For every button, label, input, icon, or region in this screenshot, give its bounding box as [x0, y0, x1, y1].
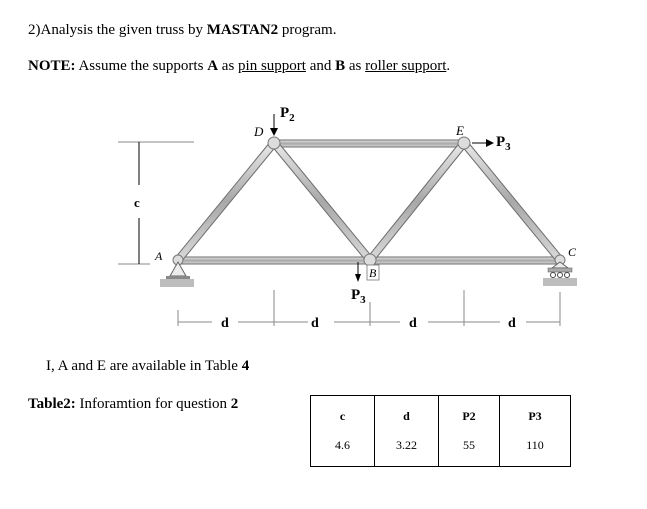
member-outlines [175, 141, 563, 262]
cell-c [311, 396, 375, 467]
availability-text: I, A and E are available in Table [46, 358, 242, 374]
load-P2-arrow [270, 114, 278, 136]
joint-D [268, 137, 280, 149]
node-label-C: C [568, 245, 577, 259]
availability-note [46, 358, 249, 375]
dimension-c [118, 142, 194, 264]
member-BC [370, 257, 560, 264]
value-c: 4.6 [335, 438, 350, 452]
member-DE [274, 140, 464, 147]
table-row [311, 396, 571, 467]
table-caption [28, 396, 238, 413]
load-P2-label: $P_2$ [280, 105, 295, 124]
node-label-D: D [254, 124, 264, 139]
note-text: as [345, 58, 366, 74]
table-caption-text: Inforamtion for question [75, 396, 231, 412]
note-text: . [446, 58, 451, 74]
dim-d-label-4: d [508, 316, 516, 331]
dim-d-label-1: d [221, 316, 229, 331]
member-EC [464, 143, 560, 260]
value-d: 3.22 [396, 438, 417, 452]
roller-support-C [543, 262, 577, 286]
header-p2: P2 [462, 409, 476, 423]
pin-support-A [160, 262, 194, 287]
support-b-label: B [335, 58, 346, 74]
note-text: Assume the supports [75, 58, 208, 74]
cell-p3 [500, 396, 571, 467]
load-P3-arrow-B [355, 262, 361, 282]
load-P3-label-E: $P_3$ [496, 134, 511, 153]
value-p2: 55 [463, 438, 475, 452]
dim-d-label-2: d [311, 316, 319, 331]
member-DB [274, 143, 370, 260]
joint-B [364, 254, 376, 266]
header-p3: P3 [528, 409, 542, 423]
header-d: d [403, 409, 410, 423]
note-label: NOTE: [28, 58, 76, 74]
table-caption-qno: 2 [230, 396, 239, 412]
info-table [310, 395, 571, 467]
note-text: as [218, 58, 239, 74]
load-P3-label-B: $P_3$ [351, 287, 366, 306]
table-caption-label: Table2: [28, 396, 76, 412]
header-c: c [339, 409, 346, 423]
dim-d-label-3: d [409, 316, 417, 331]
program-name: MASTAN2 [206, 22, 279, 38]
truss-members [178, 140, 560, 264]
support-a-label: A [207, 58, 219, 74]
cell-p2 [439, 396, 500, 467]
member-BE [370, 143, 464, 260]
question-suffix: program. [278, 22, 337, 38]
dim-c-label: c [134, 195, 140, 210]
load-P3-arrow-E [472, 139, 494, 147]
note-text: and [305, 58, 336, 74]
question-text: 2)Analysis the given truss by [28, 22, 207, 38]
table-reference: 4 [241, 358, 250, 374]
member-AD [178, 143, 274, 260]
cell-d [375, 396, 439, 467]
node-label-B: B [369, 266, 377, 280]
value-p3: 110 [526, 438, 544, 452]
member-AB [178, 257, 370, 264]
pin-support-text: pin support [238, 58, 306, 74]
node-label-E: E [456, 123, 464, 138]
node-label-A: A [155, 249, 163, 263]
roller-support-text: roller support [365, 58, 447, 74]
joints [173, 137, 565, 266]
joint-E [458, 137, 470, 149]
dimension-d [178, 290, 560, 326]
